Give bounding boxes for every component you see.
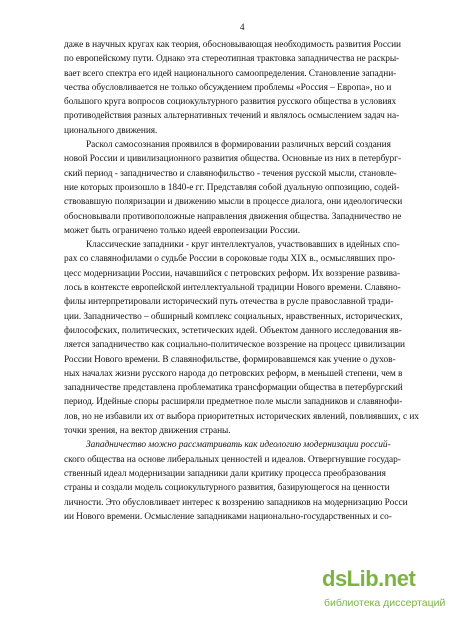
text-line: ствовавшую поляризации и движению мысли в процессе диалога, они идеологически <box>64 197 403 208</box>
text-line: ции. Западничество – обширный комплекс социальных, нравственных, исторических, <box>64 311 403 322</box>
text-line: лов, но не избавили их от выбора приоритетных исторических явлений, повлиявших, с их <box>64 411 419 422</box>
text-line: чества обусловливается не только обсуждением проблемы «Россия – Европа», но и <box>64 82 392 93</box>
text-line: личности. Это обусловливает интерес к воззрению западников на модернизацию Росси <box>64 497 408 508</box>
body-text <box>64 38 428 524</box>
text-line: вает всего спектра его идей национального самоопределения. Становление западни- <box>64 68 397 79</box>
text-line: ии Нового времени. Осмысление западниками национально-государственных и со- <box>64 511 392 522</box>
text-line: философских, политических, эстетических идей. Объектом данного исследования яв- <box>64 325 402 336</box>
text-line: цесс модернизации России, начавшийся с петровских реформ. Их воззрение развива- <box>64 268 401 279</box>
text-line: большого круга вопросов социокультурного развития русского общества в условиях <box>64 97 397 108</box>
page-number: 4 <box>240 22 245 32</box>
text-line: ных началах жизни русского народа до петровских реформ, в меньшей степени, чем в <box>64 368 403 379</box>
text-line: лось в контексте европейской интеллектуальной традиции Нового времени. Славяно- <box>64 283 401 294</box>
text-line: западничестве представлена проблематика трансформации общества в петербургский <box>64 383 403 394</box>
text-line: по европейскому пути. Однако эта стереотипная трактовка западничества не раскры- <box>64 54 400 65</box>
text-line: точки зрения, на вектор движения страны. <box>64 426 231 437</box>
text-line: может быть ограничено только идеей европеизации России. <box>64 225 301 236</box>
text-line: ционального движения. <box>64 125 158 136</box>
watermark-subtitle: библиотека диссертаций <box>324 597 446 609</box>
text-line: рах со славянофилами о судьбе России в сороковые годы XIX в., осмыслявших про- <box>64 254 396 265</box>
text-line: ляется западничество как социально-политическое воззрение на процесс цивилизации <box>64 340 405 351</box>
text-line: ский период - западничество и славянофильство - течения русской мысли, становле- <box>64 168 397 179</box>
text-line: Классические западники - круг интеллектуалов, участвовавших в идейных спо- <box>86 240 400 251</box>
text-line: противодействия разных альтернативных течений и являлось осмыслением задач на- <box>64 111 400 122</box>
text-line: ственный идеал модернизации западники дали критику процесса преобразования <box>64 468 386 479</box>
text-line: даже в научных кругах как теория, обосновывающая необходимость развития России <box>64 40 401 50</box>
text-line: Западничество можно рассматривать как идеологию модернизации россий- <box>86 440 391 451</box>
text-line: новой России и цивилизационного развития общества. Основные из них в петербург- <box>64 154 402 165</box>
text-line: Раскол самосознания проявился в формировании различных версий создания <box>86 140 391 151</box>
text-line: ние которых произошло в 1840-е гг. Представляя собой дуальную оппозицию, содей- <box>64 182 400 193</box>
text-line: филы интерпретировали исторический путь отечества в русле православной тради- <box>64 297 394 308</box>
watermark-logo: dsLib.net <box>322 566 416 591</box>
text-line: период. Идейные споры расширяли предметное поле мысли западников и славянофи- <box>64 397 403 408</box>
text-line: обосновывали противоположные направления движения общества. Западничество не <box>64 211 402 222</box>
text-line: ского общества на основе либеральных ценностей и идеалов. Отвергнувшие государ- <box>64 454 401 465</box>
watermark <box>322 566 450 616</box>
text-line: страны и создали модель социокультурного развития, базирующегося на ценности <box>64 483 390 494</box>
text-line: России Нового времени. В славянофильстве, формировавшемся как учение о духов- <box>64 354 396 365</box>
